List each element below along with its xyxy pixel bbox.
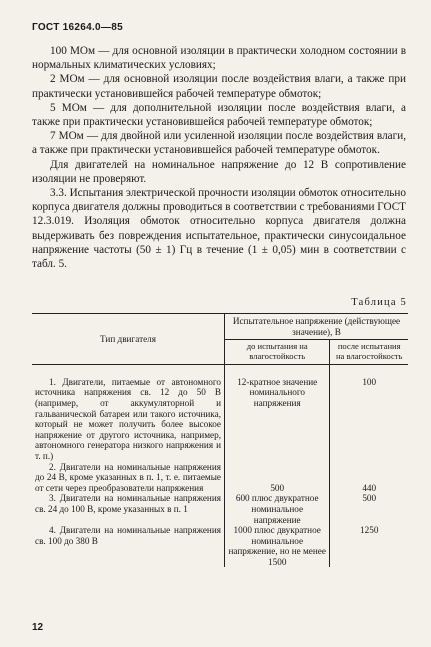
col-header-before-humidity: до испытания на влагостойкость	[225, 340, 330, 365]
table-caption: Таблица 5	[351, 297, 407, 308]
table-row	[32, 525, 408, 567]
row-before-value: 12-кратное значение номинального напряжения	[237, 376, 318, 408]
table-row	[32, 364, 408, 461]
paragraph-100mohm: 100 МОм — для основной изоляции в практически холодном состоянии в нормальных климатических условиях;	[32, 45, 406, 72]
table-5	[32, 313, 408, 567]
row-before-value: 600 плюс двукратное номинальное напряжение	[235, 493, 319, 525]
row-before-value: 500	[270, 482, 285, 493]
row-before-value: 1000 плюс двукратное номинальное напряжение, но не менее 1500	[228, 525, 326, 567]
table-row	[32, 462, 408, 494]
row-type: 3. Двигатели на номинальные напряжения св. 24 до 100 В, кроме указанных в п. 1	[35, 493, 221, 514]
document-header: ГОСТ 16264.0—85	[32, 22, 123, 33]
row-after-value: 500	[362, 493, 377, 504]
row-type: 1. Двигатели, питаемые от автономного источника напряжения св. 12 до 50 В (например, от аккумуляторной и гальванической батареи или такого источника, который не может получить более высокое напряжение от другого источника, например, автономного генератора низкого напряжения и т. п.)	[35, 376, 221, 461]
table-row	[32, 493, 408, 525]
paragraph-3-3: 3.3. Испытания электрической прочности изоляции обмоток относительно корпуса двигателя должны проводиться в соответствии с требованиями ГОСТ 12.3.019. Изоляция обмоток относительно корпуса двигателя должна выдерживать без повреждения испытательное, практически синусоидальное напряжение частоты (50 ± 1) Гц в течение (1 ± 0,05) мин в соответствии с табл. 5.	[32, 187, 406, 271]
body-text	[32, 44, 406, 271]
page-number: 12	[32, 622, 44, 633]
paragraph-12v-note: Для двигателей на номинальное напряжение до 12 В сопротивление изоляции не проверяют.	[32, 158, 406, 185]
row-type: 2. Двигатели на номинальные напряжения до 24 В, кроме указанных в п. 1, т. е. питаемые от сети через преобразователи напряжения	[35, 461, 221, 493]
row-after-value: 440	[362, 482, 377, 493]
col-header-after-humidity: после испытания на влагостойкость	[330, 340, 408, 365]
row-after-value: 1250	[360, 525, 379, 536]
row-type: 4. Двигатели на номинальные напряжения св. 100 до 380 В	[35, 525, 221, 546]
paragraph-5mohm: 5 МОм — для дополнительной изоляции после воздействия влаги, а также при практически установившейся рабочей температуре обмоток;	[32, 101, 406, 129]
paragraph-2mohm: 2 МОм — для основной изоляции после воздействия влаги, а также при практически установившейся рабочей температуре обмоток;	[32, 73, 406, 100]
col-header-motor-type: Тип двигателя	[32, 314, 225, 365]
row-after-value: 100	[362, 376, 377, 387]
col-group-header-test-voltage: Испытательное напряжение (действующее значение), В	[225, 314, 409, 340]
paragraph-7mohm: 7 МОм — для двойной или усиленной изоляции после воздействия влаги, а также при практически установившейся рабочей температуре обмоток.	[32, 130, 406, 157]
